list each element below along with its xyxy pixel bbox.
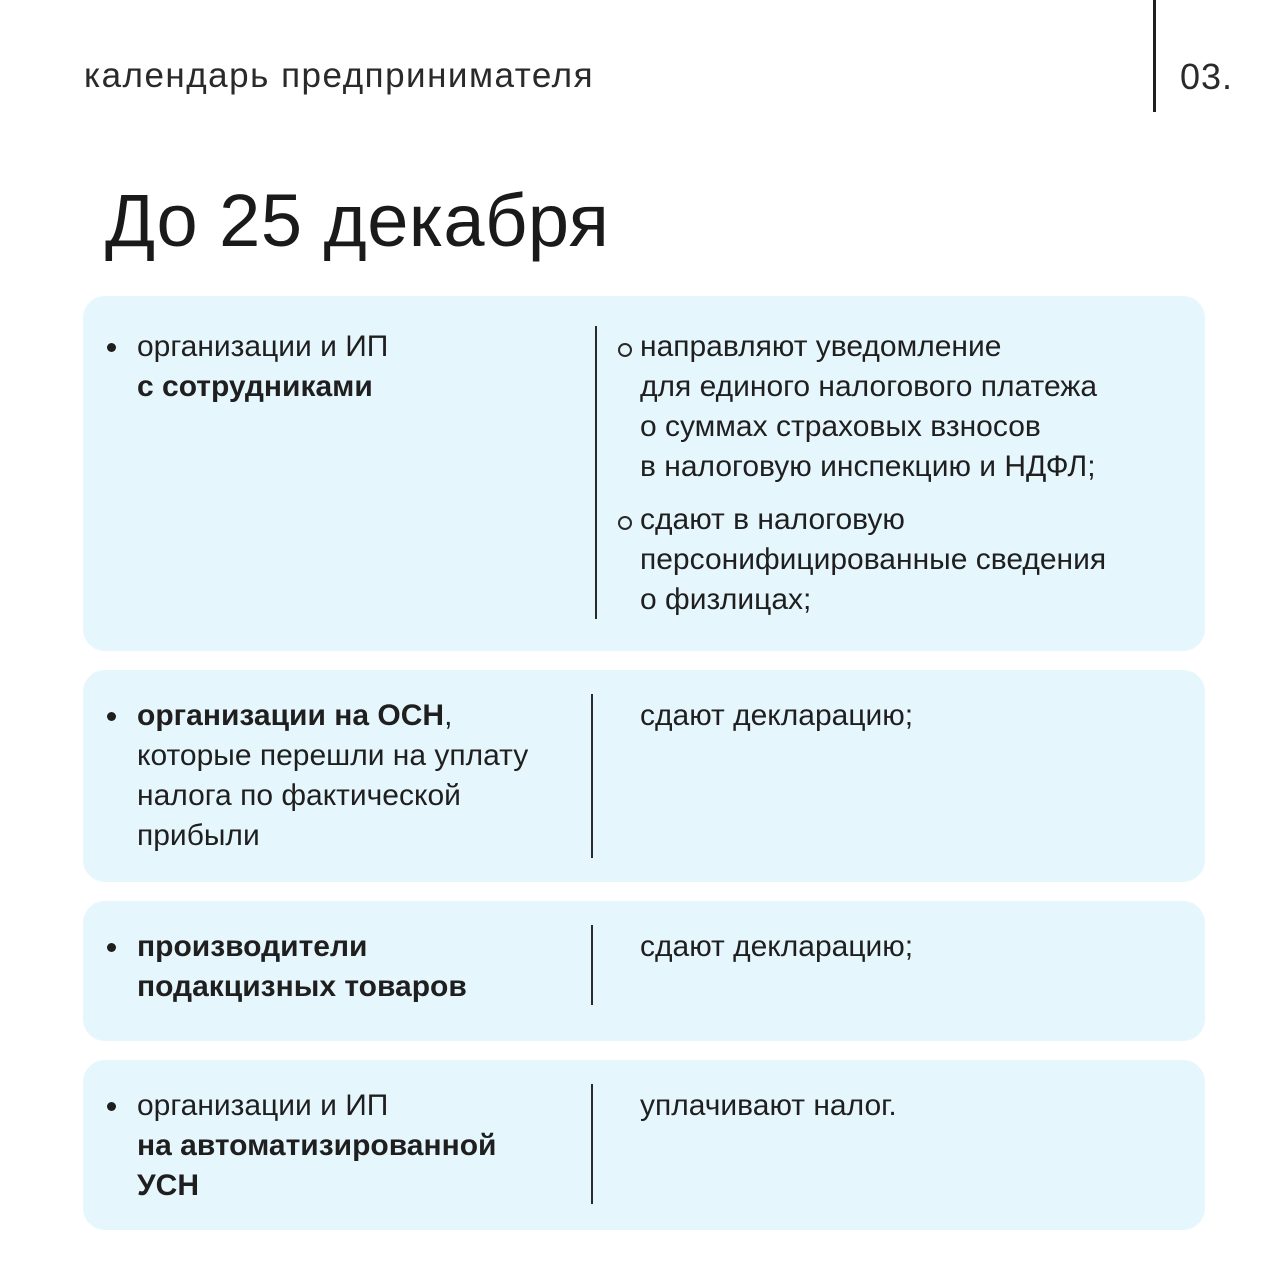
action-text: сдают декларацию; [640,699,914,732]
subject-rest: , которые перешли на уплату налога по фактической прибыли [137,699,529,852]
card-employers [83,296,1205,651]
column-divider [591,1084,593,1204]
column-divider [591,694,593,858]
card-subject [137,696,597,856]
header-divider [1153,0,1156,112]
card-excise [83,901,1205,1041]
page-title: До 25 декабря [105,179,610,262]
subject-normal: организации и ИП [137,1089,389,1122]
circle-bullet-icon [618,516,632,530]
subject-bold: организации на ОСН [137,699,445,732]
column-divider [591,925,593,1005]
action-text: сдают декларацию; [640,930,914,963]
action-text: сдают в налоговую персонифицированные сведения о физлицах; [640,503,1107,616]
action-text: уплачивают налог. [640,1089,897,1122]
bullet-icon [107,343,116,352]
card-subject [137,1086,597,1206]
card-osn [83,670,1205,882]
header-title: календарь предпринимателя [84,56,595,95]
subject-bold: производители подакцизных товаров [137,930,467,1003]
card-subject [137,327,597,407]
subject-bold: с сотрудниками [137,370,373,403]
bullet-icon [107,712,116,721]
bullet-icon [107,943,116,952]
action-text: направляют уведомление для единого налогового платежа о суммах страховых взносов в налоговую инспекцию и НДФЛ; [640,330,1098,483]
subject-bold: на автоматизированной УСН [137,1129,497,1202]
card-ausn [83,1060,1205,1230]
circle-bullet-icon [618,343,632,357]
column-divider [595,326,597,619]
page-number: 03. [1180,56,1234,97]
bullet-icon [107,1102,116,1111]
subject-normal: организации и ИП [137,330,389,363]
